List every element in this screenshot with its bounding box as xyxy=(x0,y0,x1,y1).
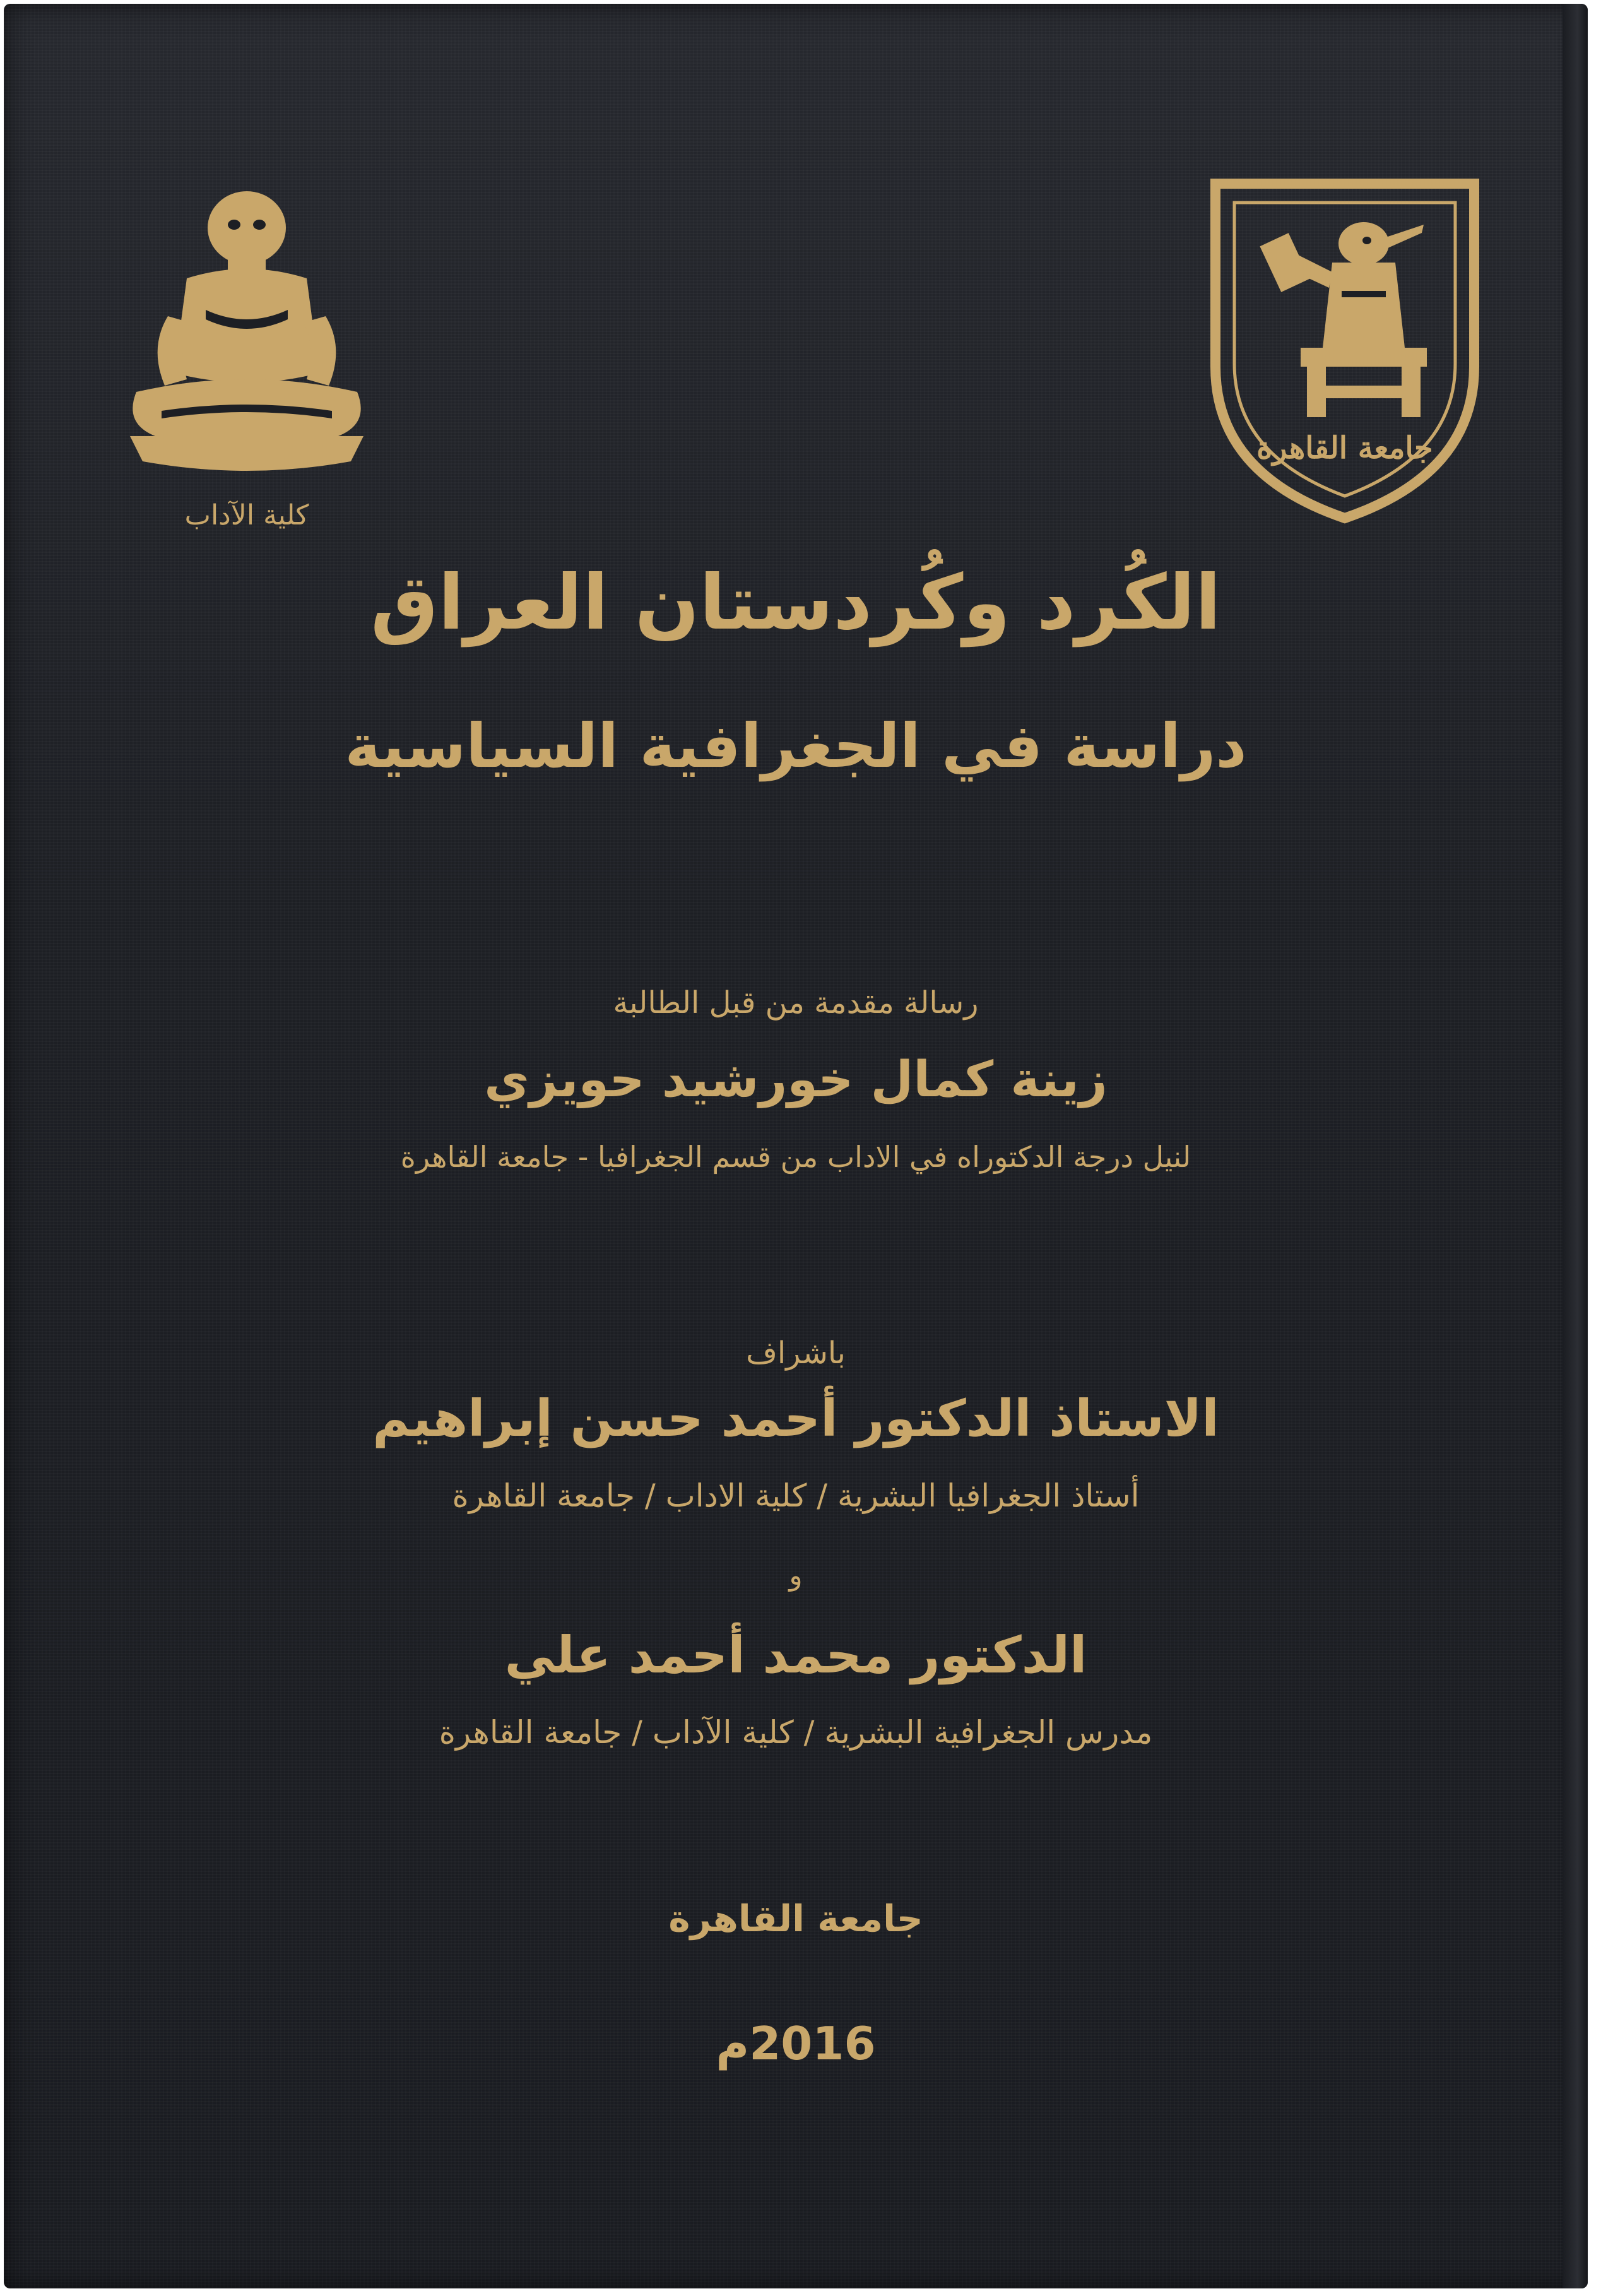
book-subtitle: دراسة في الجغرافية السياسية xyxy=(345,711,1247,781)
publication-year: 2016م xyxy=(716,2017,876,2070)
cairo-university-logo xyxy=(1206,177,1484,531)
supervisor-1-name: الاستاذ الدكتور أحمد حسن إبراهيم xyxy=(372,1389,1219,1448)
book-title: الكُرد وكُردستان العراق xyxy=(370,559,1221,647)
book-cover xyxy=(4,4,1588,2288)
supervision-label: باشراف xyxy=(746,1335,846,1371)
faculty-of-arts-caption: كلية الآداب xyxy=(184,499,309,531)
supervisor-1-title: أستاذ الجغرافيا البشرية / كلية الاداب / جامعة القاهرة xyxy=(452,1477,1140,1514)
presented-by-label: رسالة مقدمة من قبل الطالبة xyxy=(613,985,979,1021)
supervisor-2-name: الدكتور محمد أحمد علي xyxy=(504,1626,1087,1684)
conjunction: و xyxy=(789,1559,803,1592)
thoth-figure-icon xyxy=(1260,222,1427,417)
faculty-of-arts-logo xyxy=(111,184,382,537)
university-name: جامعة القاهرة xyxy=(668,1897,923,1940)
supervisor-2-title: مدرس الجغرافية البشرية / كلية الآداب / جامعة القاهرة xyxy=(439,1714,1153,1751)
seated-statue-icon xyxy=(130,191,363,471)
author-name: زينة كمال خورشيد حويزي xyxy=(484,1051,1108,1108)
degree-statement: لنيل درجة الدكتوراه في الاداب من قسم الجغرافيا - جامعة القاهرة xyxy=(400,1140,1191,1174)
cairo-university-caption: جامعة القاهرة xyxy=(1256,430,1433,466)
